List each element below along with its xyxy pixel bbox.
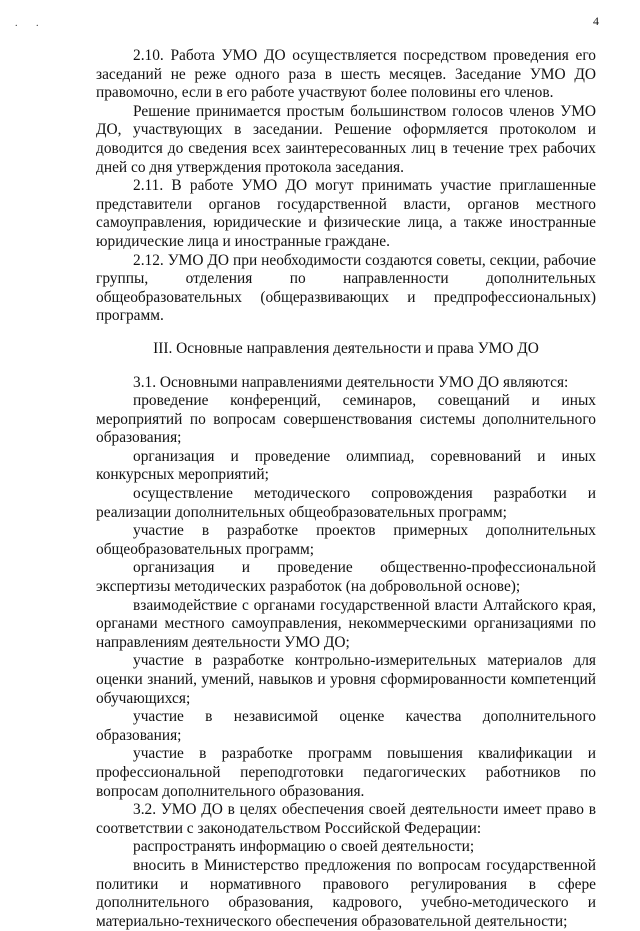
list-item-methodical-support: осуществление методического сопровождения разработки и реализации дополнительных общеобразовательных программ;: [96, 485, 596, 521]
paragraph-3-1: 3.1. Основными направлениями деятельности УМО ДО являются:: [133, 373, 569, 391]
paragraph-2-10: 2.10. Работа УМО ДО осуществляется посредством проведения его заседаний не реже одного раза в шесть месяцев. Заседание УМО ДО правомочно, если в его работе участвуют более половины его членов.: [96, 47, 596, 102]
list-item-qualification: участие в разработке программ повышения квалификации и профессиональной переподготовки педагогических работников по вопросам дополнительного образования.: [96, 745, 596, 800]
paragraph-3-2: 3.2. УМО ДО в целях обеспечения своей деятельности имеет право в соответствии с законодательством Российской Федерации:: [96, 801, 596, 837]
paragraph-decision: Решение принимается простым большинством голосов членов УМО ДО, участвующих в заседании. Решение оформляется протоколом и доводится до сведения всех заинтересованных лиц в течение трех рабочих дней со дня утверждения протокола заседания.: [96, 102, 596, 176]
list-item-quality-evaluation: участие в независимой оценке качества дополнительного образования;: [96, 708, 596, 744]
list-item-conferences: проведение конференций, семинаров, совещаний и иных мероприятий по вопросам совершенствования системы дополнительного образования;: [96, 392, 596, 447]
list-item-olympiads: организация и проведение олимпиад, соревнований и иных конкурсных мероприятий;: [96, 447, 596, 484]
list-item-proposals: вносить в Министерство предложения по вопросам государственной политики и нормативного правового регулирования в сфере дополнительного образования, кадрового, учебно-методического и материально-технического обеспечения образовательной деятельности;: [96, 856, 596, 930]
scan-marks: . .: [15, 18, 47, 29]
section-heading: III. Основные направления деятельности и права УМО ДО: [153, 339, 539, 357]
document-body: [96, 47, 596, 931]
page-number: 4: [593, 14, 599, 28]
list-item-expertise: организация и проведение общественно-профессиональной экспертизы методических разработок (на добровольной основе);: [96, 559, 596, 596]
list-item-program-drafts: участие в разработке проектов примерных дополнительных общеобразовательных программ;: [96, 522, 596, 558]
list-item-interaction: взаимодействие с органами государственной власти Алтайского края, органами местного самоуправления, некоммерческими организациями по направлениям деятельности УМО ДО;: [96, 596, 596, 651]
paragraph-2-12: 2.12. УМО ДО при необходимости создаются советы, секции, рабочие группы, отделения по направленности дополнительных общеобразовательных (общеразвивающих и предпрофессиональных) программ.: [96, 251, 596, 325]
paragraph-2-11: 2.11. В работе УМО ДО могут принимать участие приглашенные представители органов государственной власти, органов местного самоуправления, юридические и физические лица, а также иностранные юридические лица и иностранные граждане.: [96, 177, 596, 250]
list-item-information: распространять информацию о своей деятельности;: [133, 838, 475, 856]
list-item-assessment-materials: участие в разработке контрольно-измерительных материалов для оценки знаний, умений, навыков и уровня сформированности компетенций обучающихся;: [96, 652, 596, 707]
